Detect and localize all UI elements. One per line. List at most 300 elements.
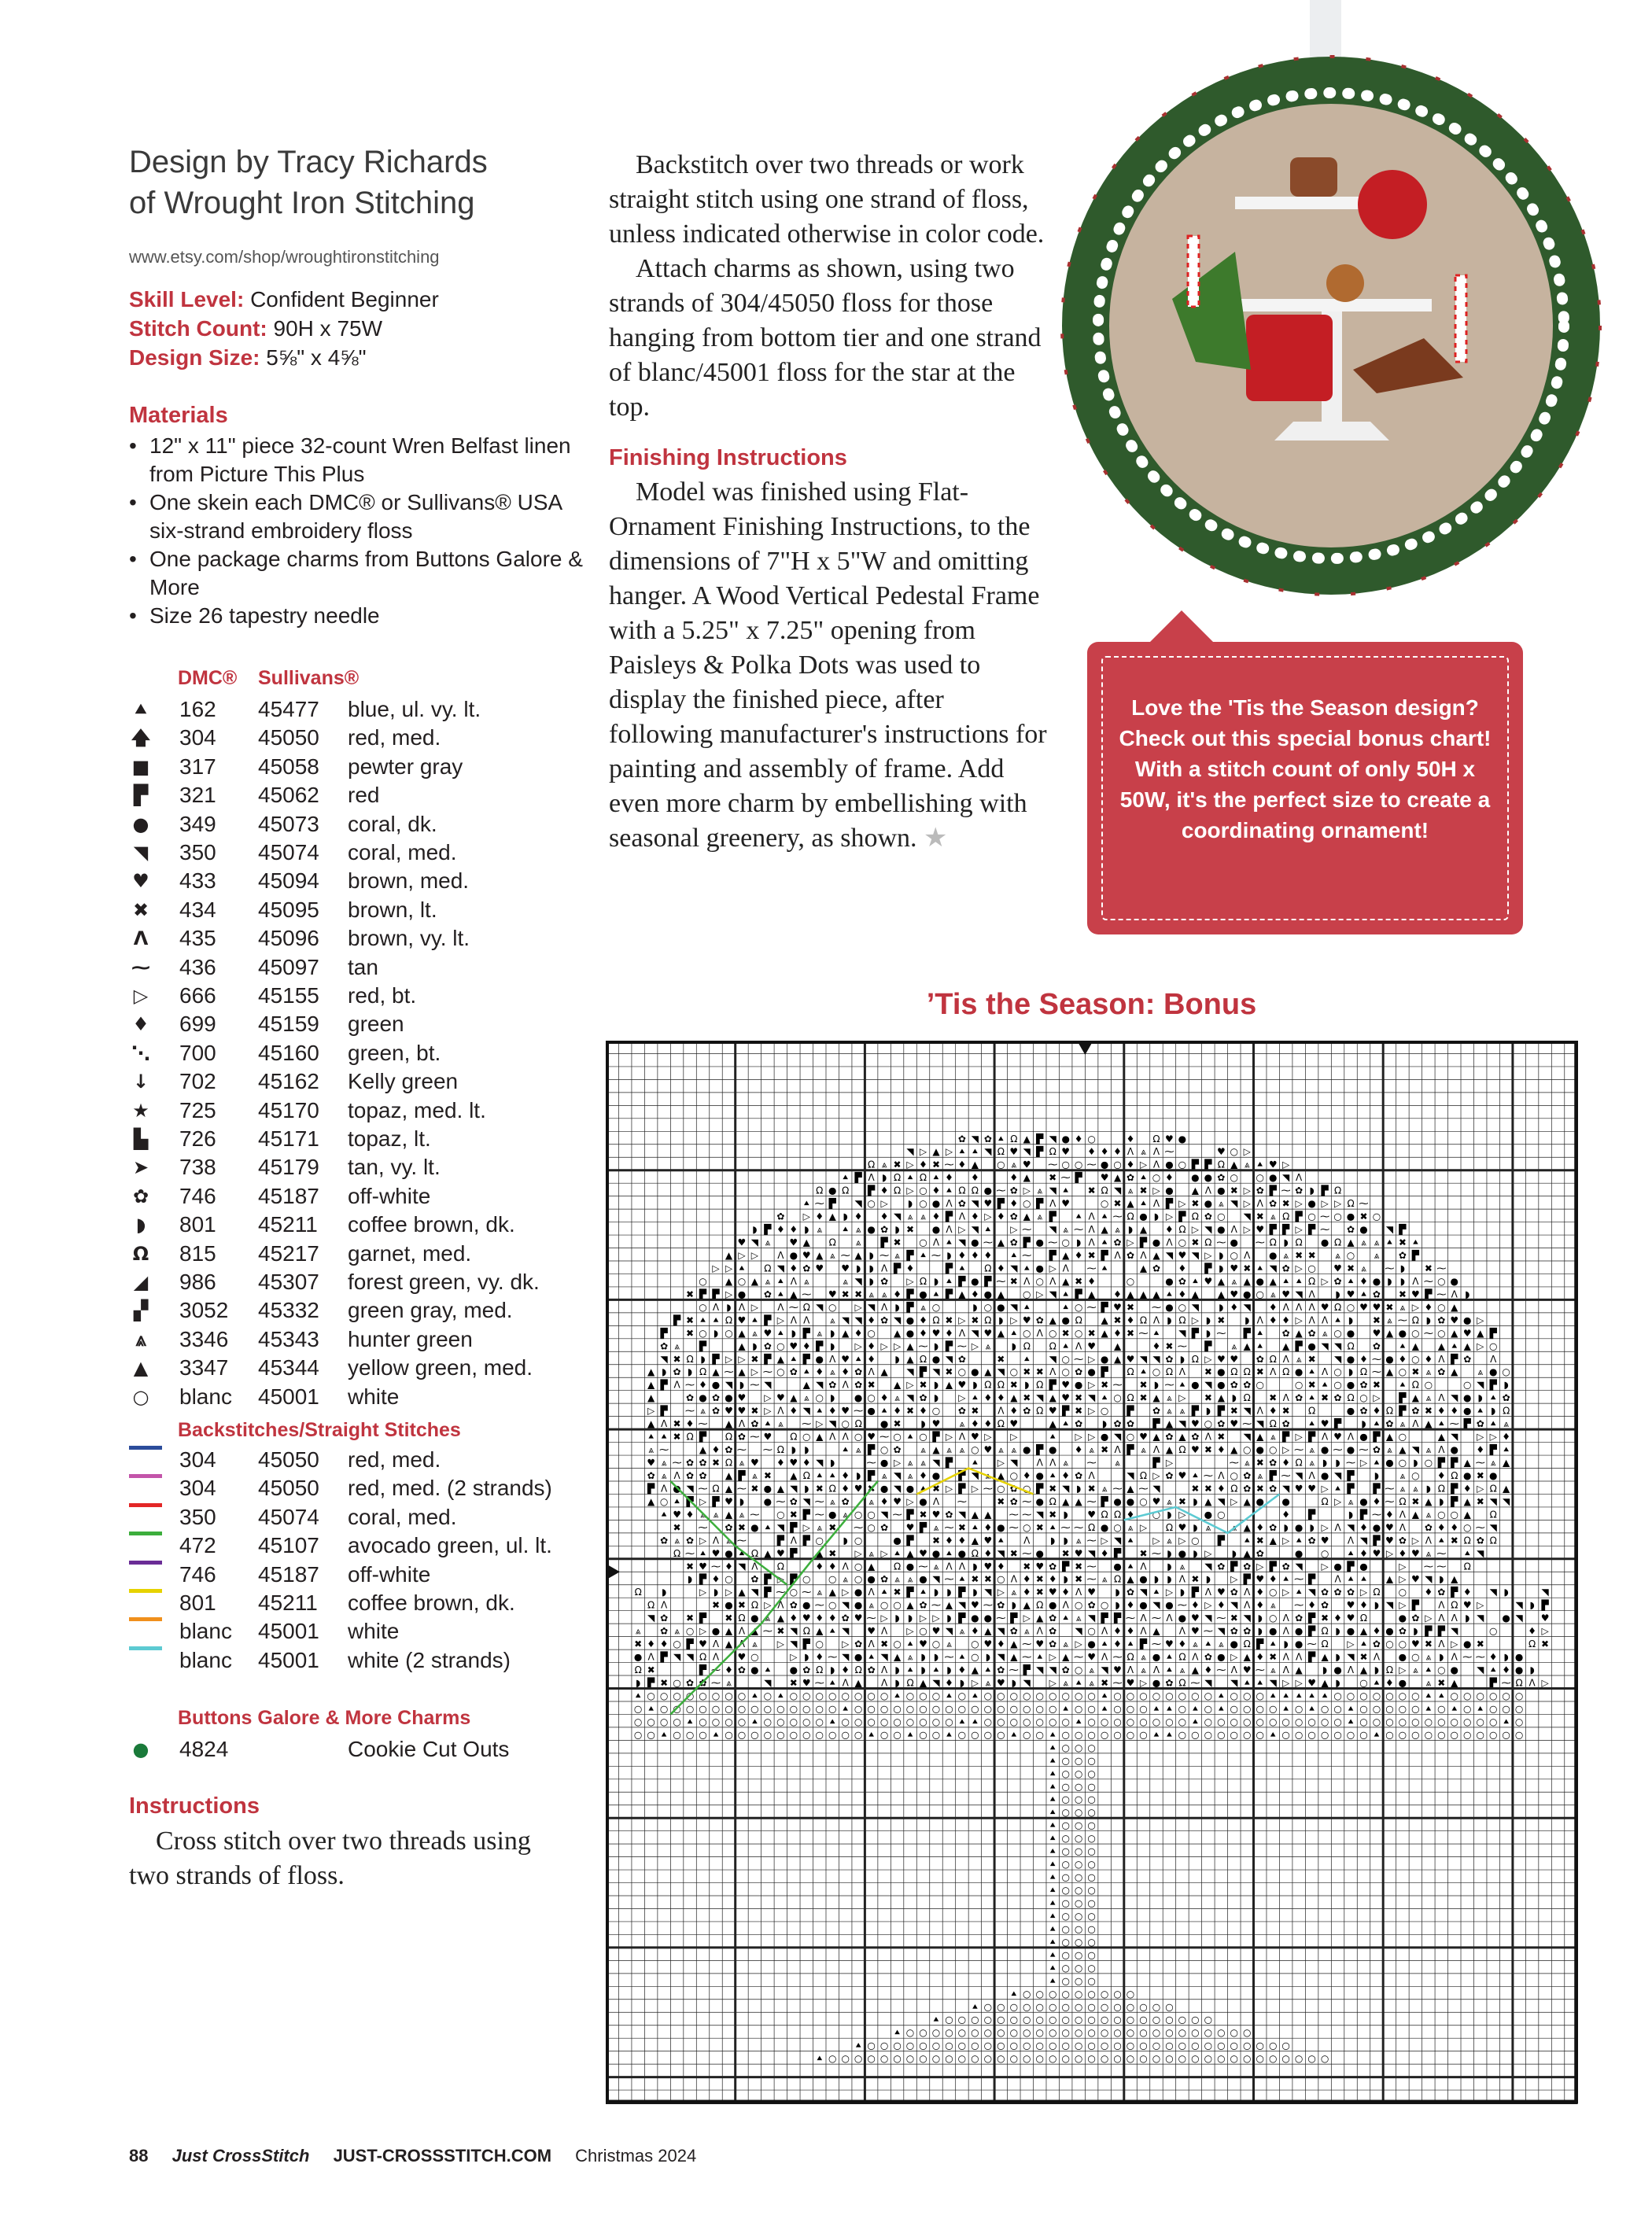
chart-symbol: ▲ [1113, 1340, 1122, 1352]
chart-symbol: ● [931, 1353, 941, 1365]
chart-symbol: ○ [1023, 2040, 1031, 2051]
chart-symbol: ▲ [1088, 1288, 1096, 1300]
chart-symbol: ● [1346, 1444, 1355, 1456]
chart-symbol: ○ [919, 1716, 927, 1727]
chart-symbol: ◥ [1113, 1431, 1122, 1443]
chart-symbol: ○ [983, 1690, 993, 1701]
chart-symbol: ♦ [1022, 1573, 1031, 1585]
chart-symbol: ⁓ [866, 1613, 876, 1624]
chart-symbol: ▷ [1204, 1547, 1212, 1559]
chart-symbol: ○ [1514, 1690, 1524, 1701]
chart-symbol: ● [854, 1392, 863, 1404]
bonus-callout [1087, 642, 1523, 934]
chart-symbol: ✖ [1204, 1444, 1212, 1456]
chart-symbol: ◗ [1439, 1495, 1444, 1507]
chart-symbol: ○ [1152, 1172, 1161, 1184]
chart-symbol: ⯅ [1399, 1379, 1407, 1391]
chart-symbol: Λ [1140, 1561, 1147, 1572]
chart-symbol: ○ [1424, 1716, 1433, 1727]
chart-symbol: Λ [1256, 1314, 1263, 1326]
chart-symbol: ◥ [1127, 1469, 1134, 1481]
chart-symbol: ⁓ [814, 1509, 824, 1520]
sullivans-number: 45001 [258, 1647, 319, 1672]
chart-symbol: ▷ [1165, 1587, 1174, 1598]
chart-symbol: ✿ [957, 1353, 966, 1365]
chart-symbol: ✖ [673, 1353, 681, 1365]
chart-symbol: ♥ [699, 1638, 707, 1650]
chart-symbol: ✿ [1256, 1185, 1264, 1196]
chart-symbol: ♥ [1307, 1677, 1316, 1689]
chart-symbol: ○ [1178, 2053, 1187, 2065]
chart-symbol: ▷ [880, 1198, 888, 1210]
chart-symbol: Λ [868, 1587, 875, 1598]
chart-symbol: ◥ [1541, 1587, 1549, 1598]
color-name: tan, vy. lt. [348, 1155, 441, 1180]
chart-symbol: ● [1333, 1561, 1342, 1572]
chart-symbol: ○ [1087, 1975, 1096, 1987]
dmc-number: 304 [179, 1476, 216, 1501]
chart-symbol: ○ [1100, 1988, 1109, 2000]
chart-symbol: ▲ [1451, 1573, 1458, 1585]
chart-symbol: ⩓ [1503, 1418, 1510, 1430]
chart-symbol: Λ [1204, 1587, 1211, 1598]
chart-symbol: ▲ [1191, 1185, 1200, 1196]
chart-symbol: ⩓ [1179, 1664, 1186, 1676]
chart-symbol: ⯅ [790, 1353, 798, 1365]
chart-symbol: ● [1113, 1495, 1122, 1507]
chart-symbol: ⩓ [803, 1275, 809, 1287]
chart-symbol: ▲ [725, 1275, 733, 1287]
chart-symbol: ▲ [1165, 1444, 1174, 1456]
chart-symbol: Ω [1178, 1444, 1186, 1456]
chart-symbol: ♦ [1230, 1301, 1239, 1313]
spec-value: Confident Beginner [250, 287, 439, 311]
chart-symbol: ▷ [880, 1340, 888, 1352]
chart-symbol: ○ [1256, 1716, 1264, 1727]
chart-symbol: ⁓ [1022, 1249, 1032, 1261]
chart-symbol: ✿ [1165, 1431, 1174, 1443]
chart-symbol: ◗ [933, 1275, 939, 1287]
chart-symbol: ▷ [1036, 1288, 1044, 1300]
chart-symbol: ▛ [1307, 1509, 1316, 1520]
chart-symbol: ⁓ [957, 1495, 967, 1507]
chart-symbol: ⯅ [1035, 1651, 1044, 1663]
sullivans-number: 45179 [258, 1155, 319, 1180]
chart-symbol: ⩓ [1205, 1521, 1211, 1533]
chart-symbol: ✖ [1295, 1249, 1304, 1261]
chart-symbol: ● [1346, 1379, 1355, 1391]
chart-symbol: ▛ [1191, 1587, 1200, 1598]
chart-symbol: ⯅ [958, 1146, 966, 1158]
chart-symbol: ⯅ [1243, 1677, 1252, 1689]
chart-symbol: ⯅ [1425, 1690, 1433, 1701]
chart-symbol: ▲ [1385, 1366, 1394, 1378]
chart-symbol: ○ [1023, 2027, 1031, 2039]
chart-symbol: ♦ [1256, 1599, 1265, 1611]
charm-row [129, 1735, 585, 1764]
chart-symbol: ▷ [880, 1613, 888, 1624]
chart-symbol: ♦ [867, 1340, 876, 1352]
chart-symbol: ✿ [1398, 1249, 1407, 1261]
chart-symbol: ◗ [726, 1301, 732, 1313]
chart-symbol: ○ [1359, 1677, 1368, 1689]
chart-symbol: ▛ [854, 1172, 862, 1184]
chart-symbol: ✖ [1049, 1483, 1057, 1495]
chart-symbol: ▷ [919, 1146, 927, 1158]
chart-symbol: ⯅ [828, 1625, 837, 1637]
chart-symbol: ▲ [1503, 1457, 1510, 1469]
chart-symbol: ✖ [763, 1469, 772, 1481]
chart-symbol: ▛ [1036, 1133, 1044, 1145]
chart-symbol: ⁓ [802, 1288, 812, 1300]
chart-symbol: ⁓ [1294, 1444, 1304, 1456]
chart-symbol: ▛ [1307, 1573, 1316, 1585]
chart-symbol: ⯅ [1061, 1185, 1070, 1196]
chart-symbol: ✿ [1269, 1483, 1278, 1495]
chart-symbol: ◗ [830, 1340, 835, 1352]
chart-symbol: ● [1398, 1651, 1407, 1663]
chart-symbol: ○ [1204, 2040, 1213, 2051]
chart-symbol: ♥ [971, 1599, 979, 1611]
chart-symbol: ● [1333, 1664, 1342, 1676]
chart-symbol: ✿ [1075, 1469, 1083, 1481]
chart-symbol: ▛ [1101, 1613, 1108, 1624]
key-row [129, 1010, 585, 1038]
chart-symbol: Λ [1178, 1625, 1186, 1637]
chart-symbol: ♦ [1281, 1314, 1291, 1326]
chart-symbol: ✿ [1009, 1495, 1018, 1507]
chart-symbol: ⁓ [1501, 1677, 1511, 1689]
chart-symbol: ○ [919, 2053, 927, 2065]
chart-symbol: ○ [919, 1625, 927, 1637]
chart-symbol: ○ [971, 2027, 979, 2039]
chart-symbol: Ω [1295, 1457, 1303, 1469]
instructions-text: Cross stitch over two threads using two strands of floss. [129, 1826, 531, 1890]
chart-symbol: ○ [1450, 1690, 1459, 1701]
chart-symbol: Ω [1269, 1418, 1277, 1430]
chart-symbol: ◥ [893, 1469, 902, 1481]
chart-symbol: ♥ [983, 1535, 993, 1546]
chart-symbol: ○ [789, 1690, 798, 1701]
chart-symbol: Ω [816, 1664, 824, 1676]
chart-symbol: ⯅ [906, 1664, 914, 1676]
chart-symbol: ○ [1023, 2001, 1031, 2013]
chart-symbol: ○ [1087, 1936, 1096, 1948]
chart-symbol: ⩓ [843, 1573, 849, 1585]
chart-symbol: ✖ [893, 1418, 902, 1430]
chart-symbol: ⁓ [1436, 1262, 1447, 1274]
chart-symbol: ⯅ [1049, 1871, 1057, 1883]
chart-symbol: Ω [725, 1457, 733, 1469]
dmc-number: 3347 [179, 1355, 229, 1380]
chart-symbol: ● [750, 1664, 759, 1676]
chart-symbol: ● [1398, 1327, 1407, 1339]
chart-symbol: Ω [1101, 1509, 1108, 1520]
chart-symbol: ◥ [880, 1651, 888, 1663]
chart-symbol: ✿ [1009, 1625, 1018, 1637]
chart-symbol: Ω [1049, 1495, 1056, 1507]
chart-symbol: ○ [1268, 1587, 1278, 1598]
chart-symbol: ◥ [1230, 1599, 1238, 1611]
chart-symbol: ♥ [983, 1561, 993, 1572]
chart-symbol: ▲ [984, 1625, 992, 1637]
website[interactable]: JUST-CROSSSTITCH.COM [333, 2146, 552, 2166]
chart-symbol: ▲ [1425, 1495, 1433, 1507]
chart-symbol: ♥ [1320, 1418, 1329, 1430]
chart-symbol: ▷ [1399, 1599, 1407, 1611]
chart-symbol: ▲ [1399, 1444, 1407, 1456]
chart-symbol: ▛ [1307, 1651, 1316, 1663]
chart-symbol: ○ [1061, 1845, 1070, 1857]
chart-symbol: ✖ [1281, 1405, 1290, 1417]
chart-symbol: ● [879, 1457, 889, 1469]
chart-symbol: Λ [738, 1625, 746, 1637]
chart-symbol: ◗ [804, 1444, 809, 1456]
chart-symbol: Ω [1308, 1405, 1316, 1417]
backstitch-heading: Backstitches/Straight Stitches [178, 1419, 461, 1441]
chart-symbol: ▲ [1023, 1133, 1031, 1145]
chart-symbol: ◥ [1477, 1664, 1484, 1676]
chart-symbol: ▛ [699, 1573, 707, 1585]
chart-symbol: ▷ [1385, 1547, 1394, 1559]
chart-symbol: ○ [997, 1483, 1005, 1495]
chart-symbol: ♥ [1294, 1483, 1304, 1495]
chart-symbol: ▲ [712, 1366, 720, 1378]
chart-symbol: ◥ [932, 1677, 940, 1689]
chart-symbol: Ω [893, 1185, 902, 1196]
chart-symbol: ◥ [1359, 1535, 1368, 1546]
chart-symbol: ⯅ [1165, 1651, 1174, 1663]
chart-symbol: ⩓ [855, 1237, 861, 1248]
chart-symbol: ⁓ [1385, 1483, 1395, 1495]
chart-symbol: ● [1320, 1444, 1329, 1456]
chart-symbol: ● [1139, 1599, 1148, 1611]
chart-symbol: ⯅ [1101, 1690, 1108, 1701]
chart-symbol: Λ [1451, 1288, 1458, 1300]
chart-symbol: ○ [971, 1703, 979, 1715]
chart-symbol: ◥ [880, 1509, 888, 1520]
chart-symbol: Ω [854, 1418, 862, 1430]
chart-symbol: Λ [958, 1561, 966, 1572]
chart-symbol: ♦ [919, 1327, 927, 1339]
chart-symbol: ⩓ [868, 1288, 875, 1300]
chart-symbol: ○ [1398, 1716, 1407, 1727]
chart-symbol: ○ [854, 1716, 863, 1727]
chart-symbol: ✖ [711, 1457, 721, 1469]
chart-symbol: ⁓ [1022, 1509, 1032, 1520]
designer-url[interactable]: www.etsy.com/shop/wroughtironstitching [129, 247, 440, 267]
chart-symbol: Λ [1282, 1353, 1289, 1365]
chart-symbol: ○ [1230, 1146, 1239, 1158]
chart-symbol: Ω [776, 1444, 784, 1456]
chart-symbol: ◗ [1153, 1379, 1160, 1391]
chart-symbol: ⁓ [698, 1418, 708, 1430]
chart-symbol: ◥ [971, 1224, 979, 1236]
chart-symbol: ○ [1023, 1716, 1031, 1727]
chart-symbol: ⯅ [712, 1729, 720, 1741]
chart-symbol: ○ [1074, 1690, 1083, 1701]
chart-symbol: ▷ [699, 1625, 707, 1637]
chart-symbol: ○ [997, 2001, 1005, 2013]
chart-symbol: ○ [1204, 2014, 1213, 2025]
chart-symbol: ⯅ [776, 1275, 785, 1287]
chart-symbol: ● [931, 1547, 941, 1559]
chart-symbol: ⩓ [635, 1625, 641, 1637]
chart-symbol: ⩓ [946, 1444, 952, 1456]
chart-symbol: ○ [815, 1703, 824, 1715]
chart-symbol: ⩓ [1089, 1664, 1095, 1676]
chart-symbol: ○ [1294, 2053, 1304, 2065]
chart-symbol: ⯅ [1281, 1275, 1290, 1287]
chart-symbol: ○ [1113, 1690, 1122, 1701]
chart-symbol: ⯅ [1217, 1690, 1226, 1701]
chart-symbol: ○ [1023, 1198, 1031, 1210]
chart-symbol: ⁓ [762, 1444, 773, 1456]
chart-symbol: ● [699, 1392, 707, 1404]
chart-symbol: ○ [1100, 2027, 1109, 2039]
chart-symbol: ○ [1113, 1729, 1122, 1741]
chart-symbol: ○ [1152, 1690, 1161, 1701]
chart-symbol: ▷ [1010, 1314, 1018, 1326]
chart-symbol: ○ [1074, 1949, 1083, 1961]
chart-symbol: ⯅ [1256, 1340, 1264, 1352]
chart-symbol: ♦ [725, 1664, 733, 1676]
chart-symbol: ◥ [1049, 1185, 1056, 1196]
chart-symbol: ♦ [841, 1366, 850, 1378]
chart-symbol: ○ [1243, 1703, 1252, 1715]
chart-symbol: ▲ [1437, 1340, 1445, 1352]
chart-symbol: ✖ [1101, 1444, 1109, 1456]
chart-symbol: ○ [971, 1444, 979, 1456]
chart-symbol: ◗ [830, 1392, 835, 1404]
chart-symbol: ◥ [738, 1561, 746, 1572]
key-row [129, 1240, 585, 1268]
chart-symbol: ▷ [738, 1353, 746, 1365]
chart-symbol: ⯅ [750, 1716, 759, 1727]
chart-symbol: ◥ [802, 1495, 810, 1507]
chart-symbol: ● [1165, 1185, 1174, 1196]
chart-symbol: ⩓ [1270, 1599, 1276, 1611]
chart-symbol: ○ [1437, 1664, 1446, 1676]
chart-symbol: Λ [1347, 1535, 1355, 1546]
chart-symbol: ▲ [1191, 1664, 1200, 1676]
chart-symbol: ● [931, 1224, 941, 1236]
chart-symbol: ♦ [1359, 1275, 1368, 1287]
chart-symbol: ◥ [1489, 1495, 1497, 1507]
chart-symbol: ⁓ [672, 1457, 682, 1469]
chart-symbol: ♥ [919, 1547, 927, 1559]
chart-symbol: ✿ [1476, 1535, 1484, 1546]
chart-symbol: ○ [983, 1716, 993, 1727]
chart-symbol: ● [1463, 1638, 1472, 1650]
chart-symbol: ▲ [1282, 1340, 1290, 1352]
chart-symbol: ○ [1113, 2014, 1122, 2025]
chart-symbol: ✖ [997, 1495, 1005, 1507]
chart-symbol: ▷ [1425, 1613, 1433, 1624]
chart-symbol: ● [1268, 1625, 1278, 1637]
chart-symbol: ⁓ [944, 1651, 954, 1663]
chart-symbol: ○ [1061, 2040, 1070, 2051]
chart-symbol: ◗ [894, 1613, 900, 1624]
chart-symbol: ○ [1074, 1845, 1083, 1857]
sullivans-number: 45211 [258, 1591, 318, 1615]
chart-symbol: ◗ [791, 1327, 796, 1339]
chart-symbol: ▲ [906, 1547, 914, 1559]
chart-symbol: ▷ [1204, 1353, 1212, 1365]
chart-symbol: ◥ [1411, 1444, 1419, 1456]
chart-symbol: ⯅ [828, 1469, 837, 1481]
chart-symbol: ✿ [737, 1664, 746, 1676]
chart-symbol: ♦ [1333, 1613, 1342, 1624]
chart-symbol: ○ [1514, 1716, 1524, 1727]
chart-symbol: ▛ [699, 1340, 707, 1352]
chart-symbol: ⯅ [984, 1664, 992, 1676]
chart-symbol: ✖ [1191, 1573, 1200, 1585]
chart-symbol: ○ [659, 1495, 669, 1507]
chart-symbol: Λ [1438, 1638, 1445, 1650]
chart-symbol: ▛ [1256, 1638, 1264, 1650]
chart-symbol: ⩓ [907, 1211, 913, 1222]
dmc-number: 700 [179, 1040, 216, 1065]
chart-symbol: ◗ [1387, 1275, 1392, 1287]
backstitch-row [129, 1532, 585, 1560]
chart-symbol: ○ [1126, 1431, 1135, 1443]
chart-symbol: Ω [634, 1587, 642, 1598]
chart-symbol: ♦ [893, 1405, 902, 1417]
chart-symbol: ⯅ [1295, 1587, 1303, 1598]
chart-symbol: ⩓ [700, 1509, 706, 1520]
chart-symbol: ▲ [971, 1159, 979, 1170]
chart-symbol: ● [1204, 1509, 1213, 1520]
chart-symbol: ♥ [1022, 1314, 1031, 1326]
chart-symbol: Ω [1165, 1521, 1174, 1533]
sullivans-number: 45187 [258, 1183, 319, 1208]
cake-stand-tier [1235, 299, 1432, 311]
chart-symbol: ⯅ [1139, 1198, 1148, 1210]
chart-symbol: ✿ [1075, 1366, 1083, 1378]
chart-symbol: ▛ [802, 1353, 810, 1365]
chart-symbol: ◗ [1153, 1211, 1160, 1222]
chart-symbol: ⯅ [971, 1521, 979, 1533]
chart-symbol: ▲ [842, 1327, 850, 1339]
chart-symbol: ⁓ [750, 1431, 760, 1443]
chart-symbol: ◥ [1049, 1353, 1056, 1365]
chart-symbol: ▛ [1295, 1340, 1303, 1352]
chart-symbol: Λ [1023, 1275, 1031, 1287]
chart-symbol: ○ [1087, 1625, 1096, 1637]
chart-symbol: ⯅ [1049, 1833, 1057, 1845]
chart-symbol: ◗ [1465, 1288, 1470, 1300]
chart-symbol: ♦ [971, 1418, 979, 1430]
chart-symbol: ♥ [996, 1677, 1005, 1689]
stitch-line-swatch [129, 1503, 162, 1507]
end-star-icon: ★ [924, 824, 948, 853]
chart-symbol: ✖ [686, 1288, 695, 1300]
chart-symbol: ◗ [1115, 1599, 1120, 1611]
chart-symbol: ♥ [1346, 1613, 1355, 1624]
chart-symbol: Λ [1101, 1625, 1108, 1637]
chart-symbol: ⁓ [931, 1249, 941, 1261]
designer-credit [129, 142, 570, 223]
chart-symbol: ⩓ [1115, 1224, 1120, 1236]
chart-symbol: ✿ [1035, 1314, 1044, 1326]
chart-symbol: ◥ [842, 1599, 850, 1611]
chart-symbol: ✖ [1127, 1327, 1135, 1339]
chart-symbol: ◥ [764, 1379, 772, 1391]
key-row [129, 1354, 585, 1382]
chart-symbol: ♦ [776, 1457, 785, 1469]
chart-symbol: ✖ [1359, 1211, 1368, 1222]
